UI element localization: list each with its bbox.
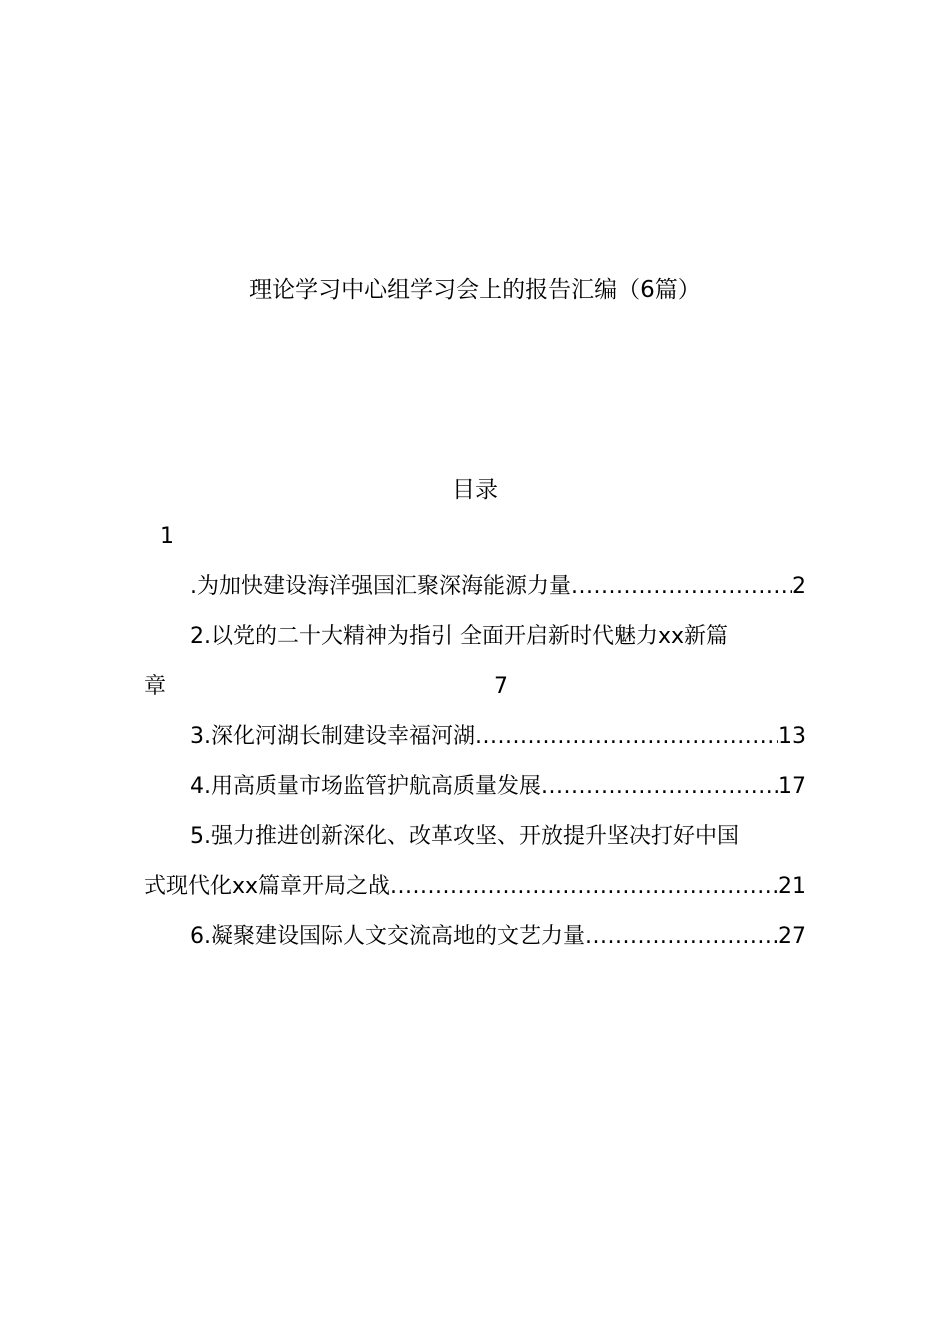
toc-entry-4-page: 17 [778, 774, 806, 799]
toc-entry-1[interactable] [190, 567, 806, 607]
toc-entry-5-page: 21 [778, 874, 806, 899]
toc-entry-2-page: 7 [494, 674, 508, 699]
document-title: 理论学习中心组学习会上的报告汇编（6篇） [249, 277, 701, 303]
toc-entry-6-page: 27 [778, 924, 806, 949]
toc-entry-3-page: 13 [778, 724, 806, 749]
toc-entry-1-leader [571, 567, 792, 607]
toc-heading: 目录 [452, 477, 498, 503]
toc-entry-4-leader [541, 767, 778, 807]
toc-entry-1-page: 2 [792, 574, 806, 599]
toc-entry-6-leader [585, 917, 778, 957]
toc-entry-5-line-2[interactable] [144, 867, 806, 907]
toc-entry-1-title: .为加快建设海洋强国汇聚深海能源力量 [190, 574, 571, 599]
toc-entry-3-title: 3.深化河湖长制建设幸福河湖 [190, 724, 475, 749]
toc-entry-3[interactable] [190, 717, 806, 757]
toc-entry-5-leader [390, 867, 778, 907]
toc-entry-2-line-2[interactable]: 章 [144, 674, 167, 699]
toc-entry-6[interactable] [190, 917, 806, 957]
toc-stray-number: 1 [160, 524, 174, 549]
toc-entry-2-line-1[interactable]: 2.以党的二十大精神为指引 全面开启新时代魅力xx新篇 [190, 624, 729, 649]
toc-entry-3-leader [475, 717, 778, 757]
toc-entry-4[interactable] [190, 767, 806, 807]
toc-entry-5-line-1[interactable]: 5.强力推进创新深化、改革攻坚、开放提升坚决打好中国 [190, 824, 739, 849]
toc-entry-4-title: 4.用高质量市场监管护航高质量发展 [190, 774, 541, 799]
toc-entry-6-title: 6.凝聚建设国际人文交流高地的文艺力量 [190, 924, 585, 949]
toc-entry-5-title-end: 式现代化xx篇章开局之战 [144, 874, 391, 899]
